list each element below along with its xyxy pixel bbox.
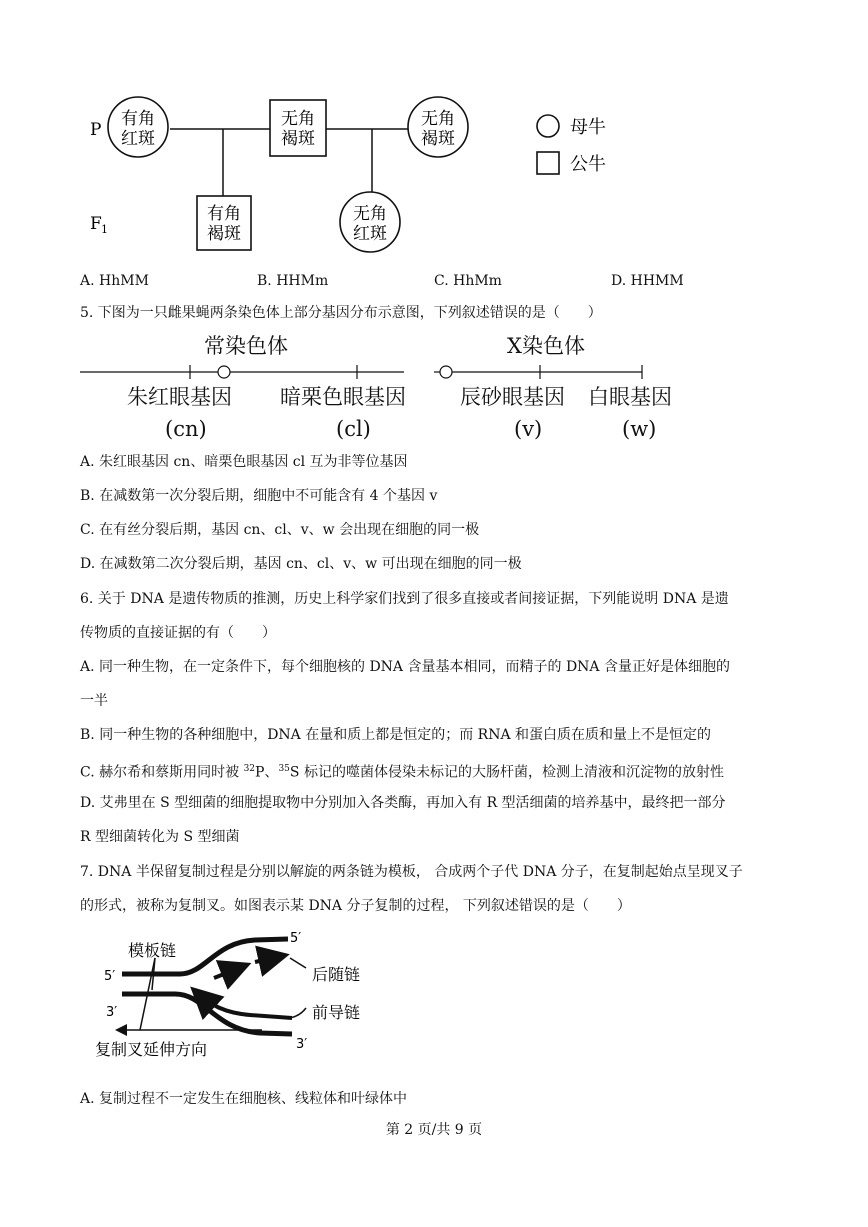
- pedigree-diagram: [0, 0, 868, 262]
- replication-fork-diagram: [0, 920, 868, 1070]
- q7-option-a: A. 复制过程不一定发生在细胞核、线粒体和叶绿体中: [80, 1091, 408, 1107]
- f1-male-line2: 褐斑: [207, 224, 241, 244]
- label-3prime-left: 3′: [106, 1005, 118, 1020]
- q6-option-d-line2: R 型细菌转化为 S 型细菌: [80, 829, 240, 845]
- q5-option-d: D. 在减数第二次分裂后期，基因 cn、cl、v、w 可出现在细胞的同一极: [80, 556, 522, 572]
- gene-cl-label: 暗栗色眼基因: [280, 385, 406, 409]
- gene-w-symbol: (w): [622, 417, 657, 441]
- page-footer: 第 2 页/共 9 页: [385, 1122, 483, 1138]
- gen-f1-sub: 1: [101, 223, 108, 236]
- gene-cl-symbol: (cl): [336, 417, 371, 441]
- q6-option-c: C. 赫尔希和蔡斯用同时被 $^{32}$P、$^{35}$S 标记的噬菌体侵染未标记的大肠杆菌，检测上清液和沉淀物的放射性: [80, 764, 724, 781]
- gen-f1-label: F: [90, 214, 102, 234]
- p-male-line2: 褐斑: [281, 129, 315, 149]
- legend-female-label: 母牛: [570, 117, 606, 138]
- q6-stem-line1: 6. 关于 DNA 是遗传物质的推测，历史上科学家们找到了很多直接或者间接证据，下列能说明 DNA 是遗: [80, 591, 729, 607]
- q5-option-b: B. 在减数第一次分裂后期，细胞中不可能含有 4 个基因 v: [80, 488, 438, 504]
- gene-cn-symbol: (cn): [165, 417, 207, 441]
- label-5prime-top: 5′: [290, 931, 302, 946]
- label-fork-direction: 复制叉延伸方向: [95, 1040, 208, 1059]
- gene-v-label: 辰砂眼基因: [460, 385, 565, 409]
- gene-w-label: 白眼基因: [588, 385, 672, 409]
- label-template-strand: 模板链: [128, 941, 177, 960]
- q7-stem-line2: 的形式，被称为复制叉。如图表示某 DNA 分子复制的过程， 下列叙述错误的是（ ）: [80, 898, 631, 914]
- q4-option-a: A. HhMM: [80, 273, 149, 289]
- autosome-label: 常染色体: [204, 334, 288, 358]
- gene-cn-label: 朱红眼基因: [127, 385, 232, 409]
- label-5prime-left: 5′: [104, 969, 116, 984]
- p-male-line1: 无角: [281, 109, 315, 129]
- p-female-2-line1: 无角: [421, 109, 455, 129]
- legend-male-label: 公牛: [570, 154, 606, 175]
- q6-option-a-line1: A. 同一种生物，在一定条件下，每个细胞核的 DNA 含量基本相同，而精子的 DNA 含量正好是体细胞的: [80, 659, 730, 675]
- legend-male-icon: [537, 152, 559, 174]
- f1-female-line1: 无角: [353, 204, 387, 224]
- q6-option-a-line2: 一半: [80, 693, 108, 709]
- legend-female-icon: [537, 115, 559, 137]
- f1-male-line1: 有角: [207, 204, 241, 224]
- q4-option-b: B. HHMm: [257, 273, 329, 289]
- label-3prime-bottom: 3′: [296, 1037, 308, 1052]
- q5-option-a: A. 朱红眼基因 cn、暗栗色眼基因 cl 互为非等位基因: [80, 454, 408, 470]
- q6-option-b: B. 同一种生物的各种细胞中，DNA 在量和质上都是恒定的；而 RNA 和蛋白质在质和量上不是恒定的: [80, 727, 712, 743]
- label-leading-strand: 前导链: [312, 1003, 361, 1022]
- q5-option-c: C. 在有丝分裂后期，基因 cn、cl、v、w 会出现在细胞的同一极: [80, 522, 480, 538]
- gene-v-symbol: (v): [514, 417, 543, 441]
- p-female-1-line1: 有角: [121, 109, 155, 129]
- q6-stem-line2: 传物质的直接证据的有（ ）: [80, 625, 276, 641]
- q7-stem-line1: 7. DNA 半保留复制过程是分别以解旋的两条链为模板， 合成两个子代 DNA 分子，在复制起始点呈现叉子: [80, 864, 743, 880]
- x-chromosome-label: X染色体: [507, 334, 585, 358]
- q4-option-d: D. HHMM: [611, 273, 684, 289]
- f1-female-line2: 红斑: [353, 224, 387, 244]
- p-female-2-line2: 褐斑: [421, 129, 455, 149]
- p-female-1-line2: 红斑: [121, 129, 155, 149]
- q6-option-d-line1: D. 艾弗里在 S 型细菌的细胞提取物中分别加入各类酶，再加入有 R 型活细菌的培养基中，最终把一部分: [80, 795, 726, 811]
- gen-p-label: P: [90, 120, 102, 140]
- q5-stem: 5. 下图为一只雌果蝇两条染色体上部分基因分布示意图，下列叙述错误的是（ ）: [80, 305, 602, 321]
- label-lagging-strand: 后随链: [312, 965, 361, 984]
- q4-option-c: C. HhMm: [434, 273, 502, 289]
